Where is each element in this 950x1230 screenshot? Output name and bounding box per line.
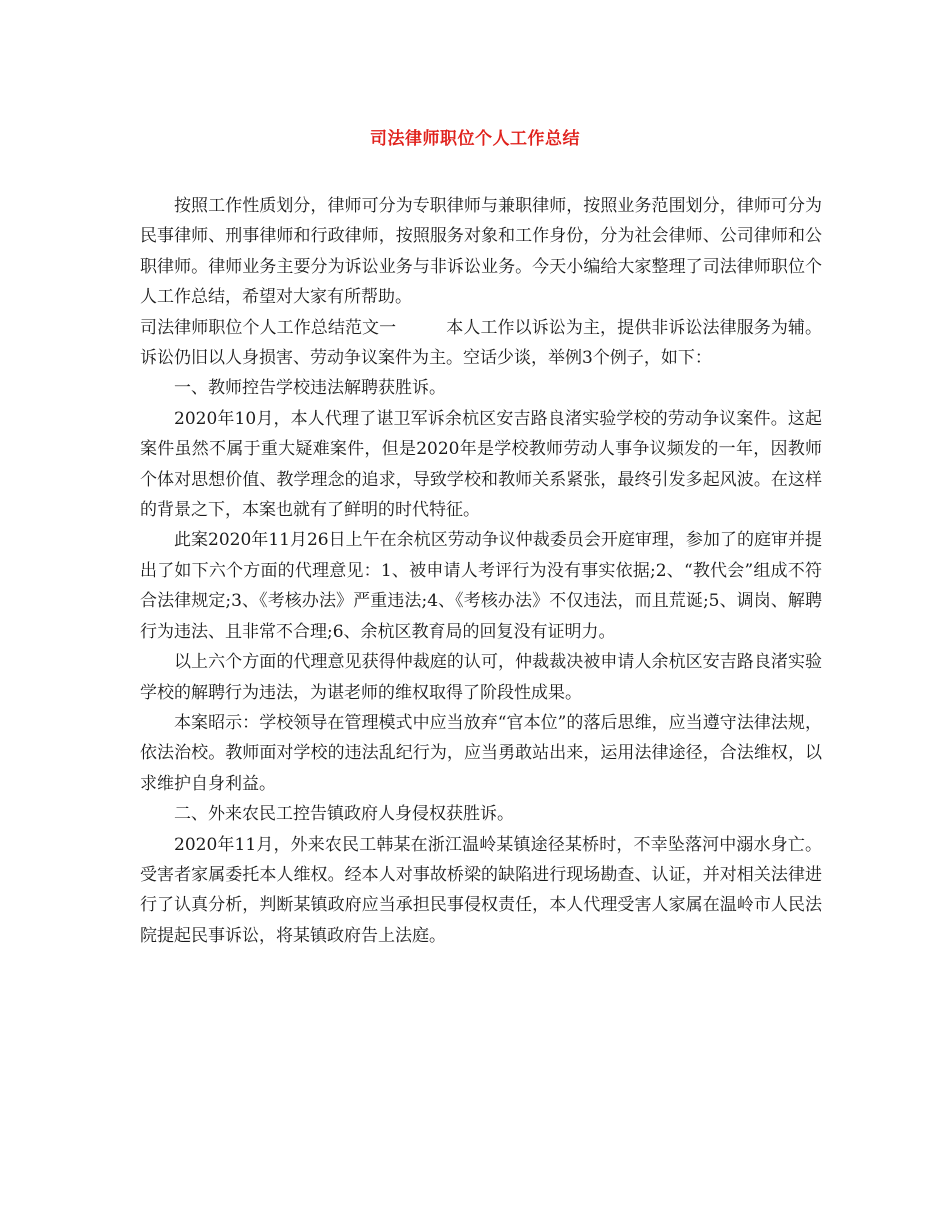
section-heading-1: 一、教师控告学校违法解聘获胜诉。	[174, 378, 446, 399]
paragraph-2: 此案2020年11月26日上午在余杭区劳动争议仲裁委员会开庭审理，参加了的庭审并提出了如下六个方面的代理意见：1、被申请人考评行为没有事实依据;2、“教代会”组成不符合法律规定;3、《考核办法》严重违法;4、《考核办法》不仅违法，而且荒诞;5、调岗、解聘行为违法、且非常不合理;6、余杭区教育局的回复没有证明力。	[140, 530, 822, 642]
paragraph-1: 2020年10月，本人代理了谌卫军诉余杭区安吉路良渚实验学校的劳动争议案件。这起案件虽然不属于重大疑难案件，但是2020年是学校教师劳动人事争议频发的一年，因教师个体对思想价值、教学理念的追求，导致学校和教师关系紧张，最终引发多起风波。在这样的背景之下，本案也就有了鲜明的时代特征。	[140, 408, 822, 521]
paragraph-4: 本案昭示：学校领导在管理模式中应当放弃“官本位”的落后思维，应当遵守法律法规，依法治校。教师面对学校的违法乱纪行为，应当勇敢站出来，运用法律途径，合法维权，以求维护自身利益。	[140, 712, 822, 794]
paragraph-3: 以上六个方面的代理意见获得仲裁庭的认可，仲裁裁决被申请人余杭区安吉路良渚实验学校的解聘行为违法，为谌老师的维权取得了阶段性成果。	[140, 652, 822, 703]
sample-label: 司法律师职位个人工作总结范文一	[140, 317, 397, 338]
section-heading-2: 二、外来农民工控告镇政府人身侵权获胜诉。	[174, 804, 514, 825]
document-title: 司法律师职位个人工作总结	[370, 129, 580, 149]
sample-text: 本人工作以诉讼为主，提供非诉讼法律服务为辅。诉讼仍旧以人身损害、劳动争议案件为主。空话少谈，举例3个例子，如下：	[140, 317, 823, 369]
document-body	[140, 191, 822, 951]
intro-paragraph: 按照工作性质划分，律师可分为专职律师与兼职律师，按照业务范围划分，律师可分为民事律师、刑事律师和行政律师，按照服务对象和工作身份，分为社会律师、公司律师和公职律师。律师业务主要分为诉讼业务与非诉讼业务。今天小编给大家整理了司法律师职位个人工作总结，希望对大家有所帮助。	[140, 196, 822, 308]
paragraph-5: 2020年11月，外来农民工韩某在浙江温岭某镇途径某桥时，不幸坠落河中溺水身亡。受害者家属委托本人维权。经本人对事故桥梁的缺陷进行现场勘查、认证，并对相关法律进行了认真分析，判断某镇政府应当承担民事侵权责任，本人代理受害人家属在温岭市人民法院提起民事诉讼，将某镇政府告上法庭。	[140, 834, 822, 946]
sample-paragraph	[140, 313, 822, 374]
